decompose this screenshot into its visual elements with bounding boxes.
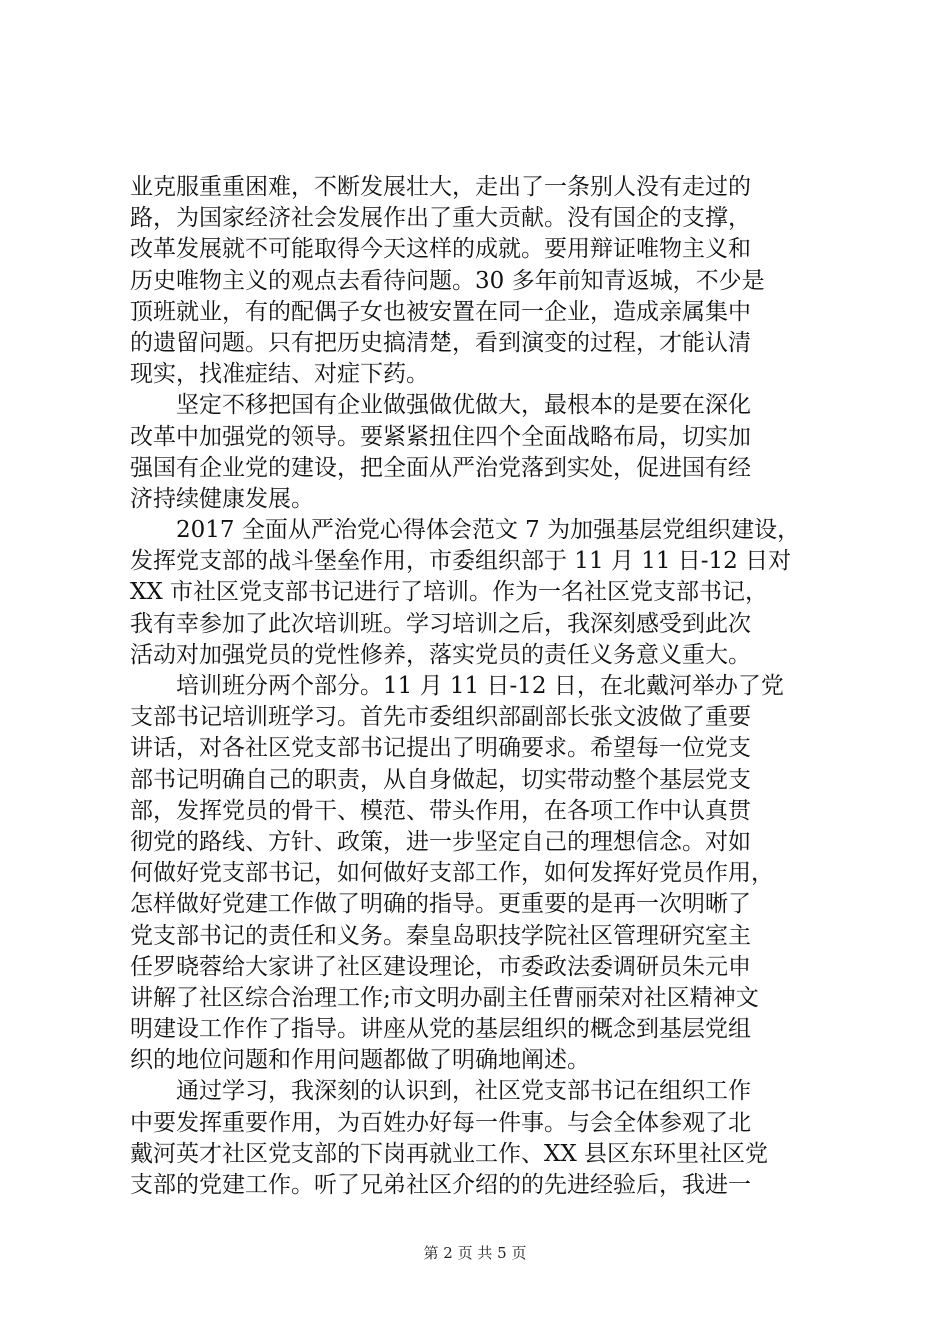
text-line: 历史唯物主义的观点去看待问题。30 多年前知青返城，不少是	[130, 267, 765, 294]
text-line: 培训班分两个部分。11 月 11 日-12 日，在北戴河举办了党	[130, 673, 784, 699]
text-line: 支部书记培训班学习。首先市委组织部副部长张文波做了重要	[130, 704, 751, 731]
text-line: 明建设工作作了指导。讲座从党的基层组织的概念到基层党组	[130, 1016, 751, 1043]
text-line: 的遗留问题。只有把历史搞清楚，看到演变的过程，才能认清	[130, 329, 751, 356]
text-line: 戴河英才社区党支部的下岗再就业工作、XX 县区东环里社区党	[130, 1140, 769, 1167]
text-line: 中要发挥重要作用，为百姓办好每一件事。与会全体参观了北	[130, 1109, 751, 1136]
text-line: 怎样做好党建工作做了明确的指导。更重要的是再一次明晰了	[130, 891, 751, 918]
text-line: 顶班就业，有的配偶子女也被安置在同一企业，造成亲属集中	[130, 298, 751, 325]
text-line: 改革发展就不可能取得今天这样的成就。要用辩证唯物主义和	[130, 236, 751, 263]
text-line: 部书记明确自己的职责，从自身做起，切实带动整个基层党支	[130, 766, 751, 793]
body-text	[130, 172, 835, 1201]
text-line: 2017 全面从严治党心得体会范文 7 为加强基层党组织建设，	[130, 517, 801, 544]
text-line: 何做好党支部书记，如何做好支部工作，如何发挥好党员作用，	[130, 860, 774, 887]
text-line: 我有幸参加了此次培训班。学习培训之后，我深刻感受到此次	[130, 610, 751, 637]
page-footer: 第 2 页 共 5 页	[423, 1244, 527, 1262]
text-line: 业克服重重困难，不断发展壮大，走出了一条别人没有走过的	[130, 174, 751, 200]
text-line: 现实，找准症结、对症下药。	[130, 361, 429, 388]
text-line: 任罗晓蓉给大家讲了社区建设理论，市委政法委调研员朱元申	[130, 953, 751, 980]
text-line: 讲话，对各社区党支部书记提出了明确要求。希望每一位党支	[130, 735, 751, 762]
text-line: 部，发挥党员的骨干、模范、带头作用，在各项工作中认真贯	[130, 797, 751, 824]
text-line: 通过学习，我深刻的认识到，社区党支部书记在组织工作	[130, 1078, 751, 1105]
text-line: 强国有企业党的建设，把全面从严治党落到实处，促进国有经	[130, 454, 751, 481]
text-line: 织的地位问题和作用问题都做了明确地阐述。	[130, 1047, 590, 1074]
text-line: XX 市社区党支部书记进行了培训。作为一名社区党支部书记，	[130, 579, 769, 606]
text-line: 改革中加强党的领导。要紧紧扭住四个全面战略布局，切实加	[130, 423, 751, 450]
text-line: 坚定不移把国有企业做强做优做大，最根本的是要在深化	[130, 392, 751, 419]
text-line: 路，为国家经济社会发展作出了重大贡献。没有国企的支撑，	[130, 205, 751, 232]
text-line: 讲解了社区综合治理工作;市文明办副主任曹丽荣对社区精神文	[130, 984, 759, 1011]
text-line: 党支部书记的责任和义务。秦皇岛职技学院社区管理研究室主	[130, 922, 751, 949]
text-line: 发挥党支部的战斗堡垒作用，市委组织部于 11 月 11 日-12 日对	[130, 548, 792, 575]
text-line: 彻党的路线、方针、政策，进一步坚定自己的理想信念。对如	[130, 828, 751, 855]
text-line: 济持续健康发展。	[130, 485, 314, 512]
text-line: 活动对加强党员的党性修养，落实党员的责任义务意义重大。	[130, 641, 751, 668]
text-line: 支部的党建工作。听了兄弟社区介绍的的先进经验后，我进一	[130, 1172, 751, 1198]
